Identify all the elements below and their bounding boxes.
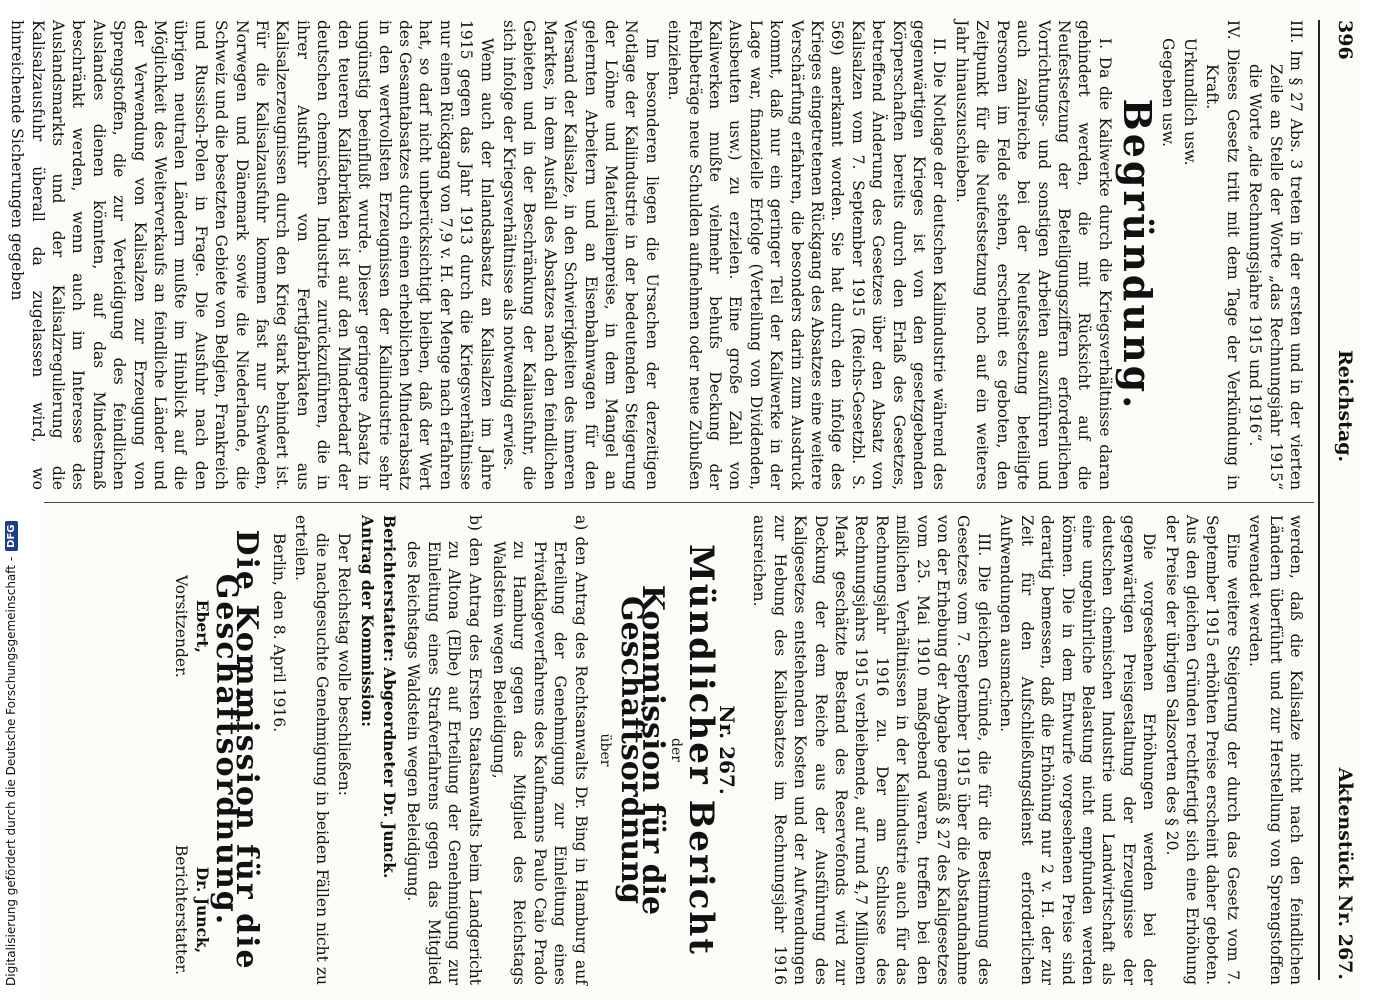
body-paragraph: Im besonderen liegen die Ursachen der derzeitigen Notlage der Kaliindustrie in der bedeutenden Steigerung der Löhne und Materialienpreise, in dem Mangel an gelernten Arbeitern und an Eisenbahnwagen für den Versand der Kalisalze, in den Schwierigkeiten des inneren Marktes, in dem Ausfall des Absatzes nach den feindlichen Gebieten und in der Beschränkung der Kaliausfuhr, die sich infolge der Kriegsverhältnisse als notwendig erwies. [499, 20, 661, 490]
rapporteur-role: Berichterstatter. [172, 844, 191, 975]
body-paragraph: werden, daß die Kalisalze nicht nach den feindlichen Ländern überführt und zur Herstellung von Sprengstoffen verwendet werden. [1246, 515, 1305, 985]
body-paragraph: III. Die gleichen Gründe, die für die Bestimmung des Gesetzes vom 7. September 1915 über die Abstandnahme von der Erhebung der Abgabe gemäß § 27 des Kaligesetzes vom 25. Mai 1910 maßgebend waren, treffen bei den mißlichen Verhältnissen in der Kaliindustrie auch für das Rechnungsjahr 1916 zu. Der am Schlusse des Rechnungsjahrs 1915 verbleibende, auf rund 4,7 Millionen Mark geschätzte Bestand des Reservefonds wird zur Deckung der dem Reiche aus der Ausführung des Kaligesetzes entstehenden Kosten und der Aufwendungen zur Hebung des Kaliabsatzes im Rechnungsjahr 1916 ausreichen. [750, 515, 993, 985]
header-rule [1318, 20, 1320, 980]
closing-line: Urkundlich usw. [1180, 38, 1199, 166]
place-date: Berlin, den 8. April 1916. [269, 533, 288, 733]
page-header [1322, 20, 1356, 980]
dfg-logo-icon: DFG [5, 522, 18, 551]
chair-name: Ebert, [192, 599, 212, 653]
amendment-item: IV. Dieses Gesetz tritt mit dem Tage der Verkündung in Kraft. [1203, 20, 1242, 490]
motion-text: Der Reichstag wolle beschließen: [335, 533, 354, 796]
amendment-item: III. Im § 27 Abs. 3 treten in der ersten und in der vierten Zeile an Stelle der Worte „das Rechnungsjahr 1915“ die Worte „die Rechnungsjahre 1915 und 1916“. [1246, 20, 1305, 490]
report-number: Nr. 267. [715, 705, 740, 795]
publication-name: Reichstag. [1334, 350, 1356, 463]
rapporteur-line: Berichterstatter: Abgeordneter Dr. Junck. [379, 515, 399, 879]
chair-role: Vorsitzender. [172, 575, 191, 678]
body-paragraph: I. Da die Kaliwerke durch die Kriegsverhältnisse daran gehindert werden, die mit Rücksicht auf die Neufestsetzung der Beteiligungsziffern erforderlichen Vorrichtungs- und sonstigen Arbeiten auszuführen und auch zahlreiche bei der Neufestsetzung beteiligte Personen im Felde stehen, erscheint es geboten, den Zeitpunkt für die Neufestsetzung noch auf ein weiteres Jahr hinauszuschieben. [952, 20, 1114, 490]
motion-item: a) den Antrag des Rechtsanwalts Dr. Bing in Hamburg auf Erteilung der Genehmigung zur Einleitung eines Privatklageverfahrens des Kaufmanns Paulo Caio Prado zu Hamburg gegen das Mitglied des Reichstags Waldstein wegen Beleidigung, [489, 515, 590, 985]
left-column [5, 20, 1306, 490]
body-paragraph: II. Die Notlage der deutschen Kaliindustrie während des gegenwärtigen Krieges ist von den gesetzgebenden Körperschaften bereits durch den Erlaß des Gesetzes, betreffend Änderung des Gesetzes über den Absatz von Kalisalzen vom 7. September 1915 (Reichs-Gesetzbl. S. 569) anerkannt worden. Sie hat durch den infolge des Krieges eingetretenen Rückgang des Absatzes eine weitere Verschärfung erfahren, die besonders darin zum Ausdruck kommt, daß nur ein geringer Teil der Kaliwerke in der Lage war, finanzielle Erfolge (Verteilung von Dividenden, Ausbeuten usw.) zu erzielen. Eine große Zahl von Kaliwerken mußte vielmehr behufs Deckung der Fehlbeträge neue Schulden aufnehmen oder neue Zubußen einziehen. [665, 20, 949, 490]
committee-title: Kommission für die Geschäftsordnung [614, 584, 670, 916]
credit-text: Digitalisierung gefördert durch die Deutsche Forschungsgemeinschaft - [4, 556, 18, 986]
body-paragraph: Wenn auch der Inlandsabsatz an Kalisalzen im Jahre 1915 gegen das Jahr 1913 durch die Kriegsverhältnisse nur einen Rückgang von 7,9 v. H. der Menge nach erfahren hat, so darf nicht unberücksichtigt bleiben, daß der Wert des Gesamtabsatzes durch einen erheblichen Minderabsatz in den wertvollsten Erzeugnissen der Kaliindustrie sehr ungünstig beeinflußt wurde. Dieser geringere Absatz in den teueren Kalifabrikaten ist auf den Minderbedarf der deutschen chemischen Industrie zurückzuführen, die in ihrer Ausfuhr von Fertigfabrikaten aus Kalisalzerzeugnissen durch den Krieg stark behindert ist. Für die Kalisalzausfuhr kommen fast nur Schweden, Norwegen und Dänemark sowie die Niederlande, die Schweiz und die besetzten Gebiete von Belgien, Frankreich und Russisch-Polen in Frage. Die Ausfuhr nach den übrigen neutralen Ländern mußte im Hinblick auf die Möglichkeit des Weiterverkaufs an feindliche Länder und der Verwendung von Kalisalzen zur Erzeugung von Sprengstoffen, die zur Verteidigung des feindlichen Auslandes dienen könnten, auf das Mindestmaß beschränkt werden, wenn auch im Interesse des Auslandsmarkts und der Kalisalzregulierung die Kalisalzausfuhr überall da zugelassen wird, wo hinreichende Sicherungen gegeben [8, 20, 496, 490]
chair-signature [171, 575, 212, 678]
column-divider [44, 502, 1314, 503]
body-paragraph: Eine weitere Steigerung der durch das Gesetz vom 7. September 1915 erhöhten Preise erscheint daher geboten. Aus den gleichen Gründen rechtfertigt sich eine Erhöhung der Preise der übrigen Salzsorten des § 20. [1162, 515, 1242, 985]
motion-text: die nachgesuchte Genehmigung in beiden Fällen nicht zu erteilen. [292, 515, 331, 985]
signature-block [152, 515, 212, 985]
document-reference: Aktenstück Nr. 267. [1334, 767, 1356, 980]
report-title: Mündlicher Bericht [680, 544, 721, 956]
section-heading: Begründung. [1115, 98, 1161, 412]
motion-item: b) den Antrag des Ersten Staatsanwalts beim Landgericht zu Altona (Elbe) auf Erteilung der Genehmigung zur Einleitung eines Strafverfahrens gegen das Mitglied des Reichstags Waldstein wegen Beleidigung. [404, 515, 484, 985]
rapporteur-name: Dr. Junck, [192, 866, 212, 954]
committee-signature: Die Kommission für die Geschäftsordnung. [209, 529, 265, 971]
right-column [152, 515, 1306, 985]
body-paragraph: Die vorgesehenen Erhöhungen werden bei der gegenwärtigen Preisgestaltung der Erzeugnisse der deutschen chemischen Industrie und Landwirtschaft als eine ungebührliche Belastung nicht empfunden werden können. Die in dem Entwurfe vorgesehenen Preise sind derartig bemessen, daß die Erhöhung nur 2 v. H. der zur Zeit für den Aufschließungsdienst erforderlichen Aufwendungen ausmachen. [997, 515, 1159, 985]
page-number: 396 [1334, 20, 1356, 60]
closing-line: Gegeben usw. [1158, 38, 1177, 147]
rapporteur-signature [171, 845, 212, 975]
motion-heading: Antrag der Kommission: [357, 515, 377, 727]
report-connector: über [597, 733, 613, 767]
digitization-credit [0, 0, 22, 1000]
report-connector: der [668, 738, 685, 762]
